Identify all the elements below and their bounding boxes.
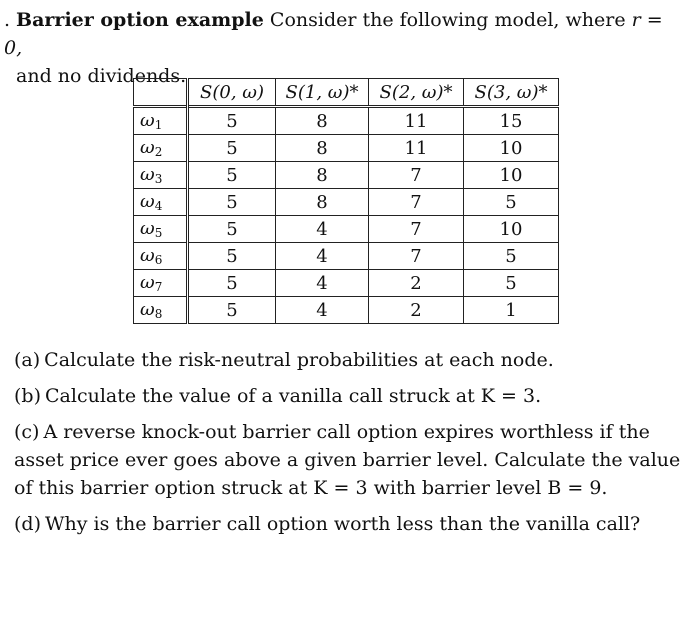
table-row	[134, 216, 559, 243]
table-cell: 5	[188, 135, 276, 162]
table-cell: 4	[276, 270, 369, 297]
table-cell: 4	[276, 297, 369, 324]
table-cell: 15	[464, 107, 559, 135]
table-header-cell: S(3, ω)*	[464, 79, 559, 107]
table-cell: 2	[369, 270, 464, 297]
table-row	[134, 270, 559, 297]
row-label: $\omega_4$	[134, 189, 188, 216]
table-cell: 7	[369, 162, 464, 189]
table-cell: 5	[464, 270, 559, 297]
table-cell: 2	[369, 297, 464, 324]
table-cell: 7	[369, 216, 464, 243]
price-table	[133, 78, 559, 324]
row-label: $\omega_3$	[134, 162, 188, 189]
table-row	[134, 162, 559, 189]
intro-math: r = 0,	[4, 9, 663, 59]
table-cell: 8	[276, 107, 369, 135]
table-header-cell: S(0, ω)	[188, 79, 276, 107]
row-label: $\omega_8$	[134, 297, 188, 324]
table-cell: 8	[276, 135, 369, 162]
table-header-row	[134, 79, 559, 107]
bullet: .	[4, 9, 11, 31]
intro-text-2: and no dividends.	[16, 65, 187, 87]
row-label: $\omega_1$	[134, 107, 188, 135]
table-cell: 5	[188, 243, 276, 270]
table-cell: 10	[464, 162, 559, 189]
table-cell: 5	[188, 107, 276, 135]
table-row	[134, 297, 559, 324]
table-cell: 5	[188, 189, 276, 216]
table-cell: 8	[276, 189, 369, 216]
question-b: (b) Calculate the value of a vanilla call struck at K = 3.	[14, 385, 542, 407]
table-header-cell: S(1, ω)*	[276, 79, 369, 107]
table-cell: 1	[464, 297, 559, 324]
table-row	[134, 135, 559, 162]
questions-list	[14, 346, 686, 546]
row-label: $\omega_5$	[134, 216, 188, 243]
table-cell: 10	[464, 216, 559, 243]
table-cell: 7	[369, 189, 464, 216]
table-cell: 5	[464, 243, 559, 270]
table-cell: 5	[188, 216, 276, 243]
table-cell: 11	[369, 135, 464, 162]
table-cell: 11	[369, 107, 464, 135]
table-row	[134, 107, 559, 135]
table-cell: 4	[276, 216, 369, 243]
row-label: $\omega_7$	[134, 270, 188, 297]
question-a: (a) Calculate the risk-neutral probabilities at each node.	[14, 349, 554, 371]
table-cell: 8	[276, 162, 369, 189]
table-cell: 5	[188, 297, 276, 324]
table-cell: 5	[188, 270, 276, 297]
row-label: $\omega_6$	[134, 243, 188, 270]
table-row	[134, 189, 559, 216]
problem-title: Barrier option example	[16, 9, 264, 31]
table-cell: 7	[369, 243, 464, 270]
table-row	[134, 243, 559, 270]
table-header-cell	[134, 79, 188, 107]
table-cell: 10	[464, 135, 559, 162]
table-cell: 4	[276, 243, 369, 270]
table-header-cell: S(2, ω)*	[369, 79, 464, 107]
table-cell: 5	[464, 189, 559, 216]
row-label: $\omega_2$	[134, 135, 188, 162]
question-c: (c) A reverse knock-out barrier call option expires worthless if the asset price ever goes above a given barrier level. Calculate the value of this barrier option struck at K = 3 with barrier level B = 9.	[14, 421, 681, 499]
question-d: (d) Why is the barrier call option worth less than the vanilla call?	[14, 513, 641, 535]
intro-text: Consider the following model, where	[269, 9, 626, 31]
table-cell: 5	[188, 162, 276, 189]
